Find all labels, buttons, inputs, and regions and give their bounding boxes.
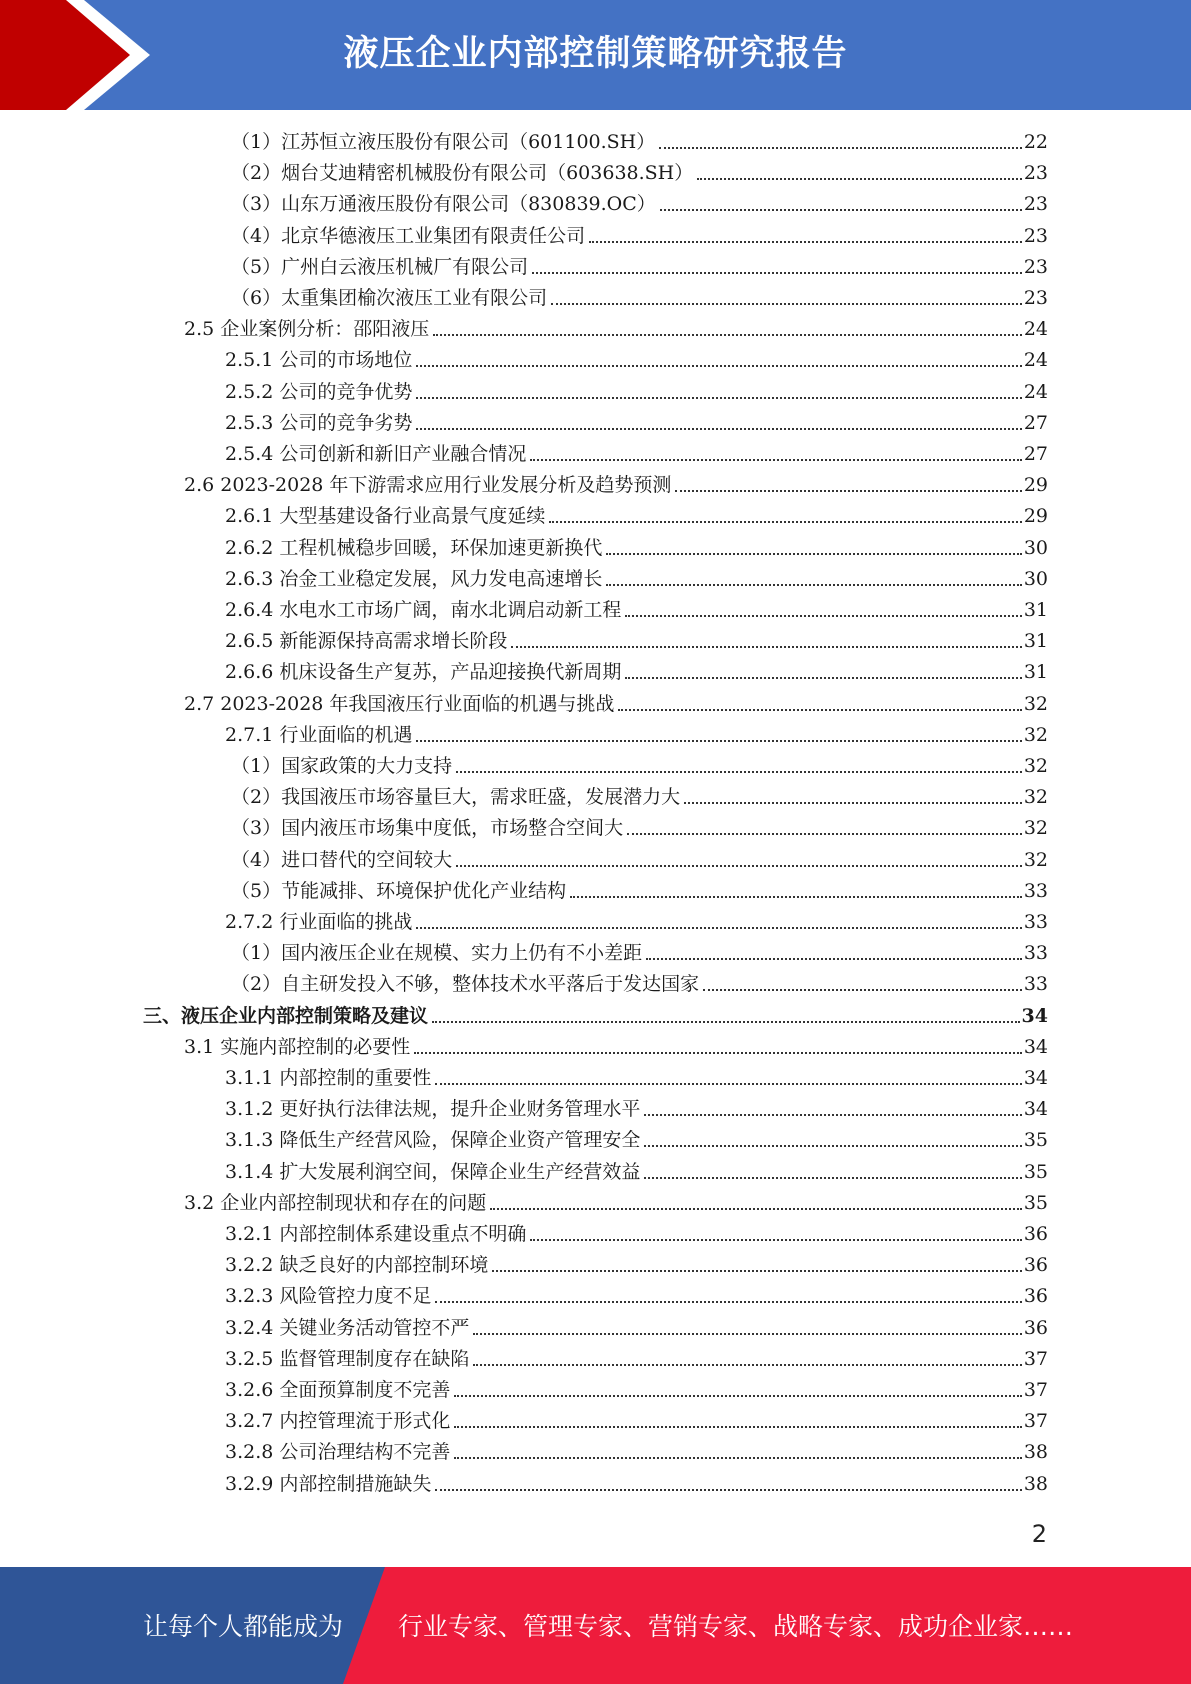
toc-dot-leader [551,303,1022,305]
toc-entry-title: （1）江苏恒立液压股份有限公司（601100.SH） [231,131,656,153]
toc-dot-leader [644,1145,1021,1147]
toc-entry[interactable] [225,439,1048,470]
toc-entry[interactable] [231,158,1048,189]
report-title: 液压企业内部控制策略研究报告 [343,34,848,74]
page-footer [0,1567,1191,1684]
toc-entry-page: 22 [1023,131,1048,153]
toc-entry-page: 36 [1023,1316,1048,1339]
toc-dot-leader [697,178,1022,180]
toc-dot-leader [532,272,1022,274]
toc-entry-page: 32 [1023,692,1048,715]
toc-entry-title: 2.5 企业案例分析：邵阳液压 [184,318,430,341]
toc-entry[interactable] [225,408,1048,439]
toc-dot-leader [432,1021,1020,1023]
toc-dot-leader [454,1395,1021,1397]
toc-entry[interactable] [225,377,1048,408]
toc-dot-leader [644,1177,1021,1179]
toc-entry[interactable] [184,470,1048,501]
toc-entry-page: 31 [1023,661,1048,684]
page-number: 2 [1031,1520,1047,1548]
toc-entry-title: 3.1 实施内部控制的必要性 [184,1035,411,1058]
toc-entry-page: 35 [1023,1191,1048,1214]
toc-entry-title: （5）广州白云液压机械厂有限公司 [231,255,529,278]
toc-entry-page: 30 [1023,567,1048,590]
toc-dot-leader [530,459,1021,461]
toc-entry-page: 37 [1023,1379,1048,1401]
toc-entry-title: 2.6.2 工程机械稳步回暖，环保加速更新换代 [225,536,603,559]
footer-slogan-right: 行业专家、管理专家、营销专家、战略专家、成功企业家…… [398,1612,1074,1641]
toc-entry-page: 32 [1023,786,1048,809]
toc-entry-title: 2.5.3 公司的竞争劣势 [225,411,413,434]
toc-entry-page: 36 [1023,1285,1048,1308]
toc-entry[interactable] [231,813,1048,844]
toc-dot-leader [606,553,1021,555]
page-header [0,0,1191,110]
toc-entry-title: 2.6.1 大型基建设备行业高景气度延续 [225,505,546,528]
toc-dot-leader [606,584,1021,586]
toc-entry-page: 24 [1023,318,1048,341]
toc-dot-leader [454,1457,1021,1459]
toc-entry[interactable] [225,1063,1048,1094]
toc-entry-title: （2）自主研发投入不够，整体技术水平落后于发达国家 [231,973,700,996]
toc-entry[interactable] [225,1313,1048,1344]
toc-entry[interactable] [143,1001,1048,1032]
toc-entry[interactable] [231,782,1048,813]
toc-entry[interactable] [231,876,1048,907]
toc-entry-title: （1）国家政策的大力支持 [231,755,453,777]
toc-entry-page: 23 [1023,193,1048,216]
toc-entry-title: 3.2.5 监督管理制度存在缺陷 [225,1347,470,1370]
toc-entry-page: 31 [1023,630,1048,653]
toc-entry-page: 34 [1021,1004,1048,1027]
toc-entry[interactable] [184,689,1048,720]
toc-entry-page: 23 [1023,255,1048,278]
toc-entry[interactable] [225,595,1048,626]
toc-entry-page: 27 [1023,443,1048,465]
toc-dot-leader [659,147,1022,149]
toc-dot-leader [625,677,1021,679]
toc-entry-page: 32 [1023,848,1048,871]
toc-dot-leader [684,802,1022,804]
toc-entry-page: 33 [1023,911,1048,933]
toc-entry[interactable] [184,1188,1048,1219]
toc-entry-page: 34 [1023,1098,1048,1121]
toc-entry[interactable] [231,127,1048,158]
toc-entry[interactable] [231,283,1048,314]
toc-dot-leader [625,615,1021,617]
toc-dot-leader [589,241,1022,243]
toc-entry-title: 3.2 企业内部控制现状和存在的问题 [184,1191,487,1214]
toc-dot-leader [454,1426,1021,1428]
toc-entry-page: 33 [1023,973,1048,996]
toc-entry-title: 2.6 2023-2028 年下游需求应用行业发展分析及趋势预测 [184,474,672,497]
toc-dot-leader [435,1083,1021,1085]
toc-entry-page: 33 [1023,942,1048,965]
toc-dot-leader [703,989,1022,991]
toc-entry-page: 31 [1023,599,1048,621]
toc-entry[interactable] [231,189,1048,220]
toc-entry-title: 3.1.2 更好执行法律法规，提升企业财务管理水平 [225,1098,641,1121]
toc-entry-page: 37 [1023,1410,1048,1433]
toc-entry-page: 33 [1023,879,1048,902]
toc-dot-leader [492,1270,1021,1272]
toc-dot-leader [473,1364,1021,1366]
toc-entry-page: 38 [1023,1472,1048,1495]
toc-entry[interactable] [184,1032,1048,1063]
toc-entry[interactable] [225,626,1048,657]
toc-entry-page: 32 [1023,723,1048,746]
toc-entry-title: 2.7.2 行业面临的挑战 [225,911,413,933]
toc-entry-title: 3.2.1 内部控制体系建设重点不明确 [225,1223,527,1245]
toc-entry-page: 32 [1023,755,1048,777]
toc-entry[interactable] [225,720,1048,751]
toc-entry-title: （5）节能减排、环境保护优化产业结构 [231,879,567,902]
toc-entry-title: （3）山东万通液压股份有限公司（830839.OC） [231,193,656,216]
toc-dot-leader [490,1208,1022,1210]
toc-entry[interactable] [231,751,1048,782]
toc-entry[interactable] [184,314,1048,345]
toc-entry-title: （2）我国液压市场容量巨大，需求旺盛，发展潜力大 [231,786,681,809]
toc-entry-title: 2.7.1 行业面临的机遇 [225,723,413,746]
toc-entry-page: 23 [1023,162,1048,185]
toc-entry[interactable] [225,657,1048,688]
toc-dot-leader [473,1333,1021,1335]
toc-entry[interactable] [225,1125,1048,1156]
toc-dot-leader [414,1052,1022,1054]
toc-dot-leader [511,646,1021,648]
toc-entry[interactable] [225,345,1048,376]
toc-entry-title: 三、液压企业内部控制策略及建议 [143,1004,429,1027]
toc-entry[interactable] [231,221,1048,252]
toc-entry[interactable] [225,564,1048,595]
toc-entry[interactable] [225,1406,1048,1437]
toc-entry[interactable] [225,1250,1048,1281]
toc-entry-title: （4）北京华德液压工业集团有限责任公司 [231,224,586,247]
toc-entry-title: 3.2.8 公司治理结构不完善 [225,1441,451,1464]
toc-entry-title: 3.2.2 缺乏良好的内部控制环境 [225,1254,489,1277]
toc-entry[interactable] [225,1437,1048,1468]
toc-dot-leader [627,833,1022,835]
toc-entry-page: 29 [1023,474,1048,497]
toc-entry-title: 2.6.6 机床设备生产复苏，产品迎接换代新周期 [225,661,622,684]
toc-dot-leader [644,1114,1021,1116]
toc-entry[interactable] [225,907,1048,938]
toc-entry[interactable] [225,1344,1048,1375]
toc-entry-page: 27 [1023,411,1048,434]
toc-dot-leader [416,740,1021,742]
toc-entry-page: 24 [1023,349,1048,372]
toc-entry-page: 24 [1023,380,1048,403]
toc-dot-leader [433,334,1022,336]
toc-entry-page: 37 [1023,1347,1048,1370]
toc-entry-title: 3.1.1 内部控制的重要性 [225,1067,432,1089]
toc-entry-page: 36 [1023,1223,1048,1245]
toc-entry-page: 36 [1023,1254,1048,1277]
toc-entry-page: 32 [1023,817,1048,840]
toc-entry-page: 30 [1023,536,1048,559]
toc-dot-leader [549,521,1021,523]
toc-entry-page: 34 [1023,1035,1048,1058]
toc-entry-title: 3.2.9 内部控制措施缺失 [225,1472,432,1495]
toc-dot-leader [530,1239,1021,1241]
toc-dot-leader [416,397,1021,399]
toc-entry[interactable] [225,533,1048,564]
toc-dot-leader [435,1489,1021,1491]
toc-entry-title: 2.6.5 新能源保持高需求增长阶段 [225,630,508,653]
toc-dot-leader [618,709,1021,711]
toc-entry-title: 3.2.6 全面预算制度不完善 [225,1379,451,1401]
toc-entry[interactable] [231,938,1048,969]
toc-entry[interactable] [231,252,1048,283]
toc-entry-title: 3.1.4 扩大发展利润空间，保障企业生产经营效益 [225,1160,641,1183]
toc-entry-page: 23 [1023,287,1048,309]
toc-entry-title: 2.5.1 公司的市场地位 [225,349,413,372]
toc-dot-leader [435,1301,1021,1303]
toc-entry-title: （4）进口替代的空间较大 [231,848,453,871]
toc-entry-title: （2）烟台艾迪精密机械股份有限公司（603638.SH） [231,162,694,185]
toc-entry-title: 2.7 2023-2028 年我国液压行业面临的机遇与挑战 [184,692,615,715]
toc-entry-page: 35 [1023,1160,1048,1183]
footer-slogan-left: 让每个人都能成为 [143,1612,344,1641]
toc-dot-leader [416,365,1021,367]
toc-entry-title: 2.5.2 公司的竞争优势 [225,380,413,403]
toc-dot-leader [646,958,1022,960]
toc-entry-title: 3.1.3 降低生产经营风险，保障企业资产管理安全 [225,1129,641,1152]
toc-entry-title: 2.5.4 公司创新和新旧产业融合情况 [225,443,527,465]
toc-entry[interactable] [225,1375,1048,1406]
toc-entry[interactable] [225,501,1048,532]
toc-dot-leader [416,927,1021,929]
toc-entry[interactable] [225,1469,1048,1500]
toc-entry[interactable] [225,1157,1048,1188]
toc-dot-leader [416,428,1021,430]
toc-entry-title: 2.6.4 水电水工市场广阔，南水北调启动新工程 [225,599,622,621]
toc-dot-leader [570,896,1022,898]
toc-entry-page: 35 [1023,1129,1048,1152]
toc-entry[interactable] [231,845,1048,876]
toc-entry-title: 3.2.4 关键业务活动管控不严 [225,1316,470,1339]
toc-entry-title: 2.6.3 冶金工业稳定发展，风力发电高速增长 [225,567,603,590]
toc-entry-title: （1）国内液压企业在规模、实力上仍有不小差距 [231,942,643,965]
toc-dot-leader [660,209,1022,211]
toc-dot-leader [456,771,1022,773]
toc-entry-page: 29 [1023,505,1048,528]
toc-entry-title: 3.2.3 风险管控力度不足 [225,1285,432,1308]
toc-entry-title: （6）太重集团榆次液压工业有限公司 [231,287,548,309]
toc-entry[interactable] [225,1219,1048,1250]
toc-entry[interactable] [231,969,1048,1000]
toc-dot-leader [456,865,1022,867]
toc-entry[interactable] [225,1281,1048,1312]
toc-entry-title: 3.2.7 内控管理流于形式化 [225,1410,451,1433]
toc-entry-page: 34 [1023,1067,1048,1089]
toc-dot-leader [675,490,1021,492]
toc-entry-title: （3）国内液压市场集中度低，市场整合空间大 [231,817,624,840]
toc-entry-page: 23 [1023,224,1048,247]
toc-entry[interactable] [225,1094,1048,1125]
toc-entry-page: 38 [1023,1441,1048,1464]
